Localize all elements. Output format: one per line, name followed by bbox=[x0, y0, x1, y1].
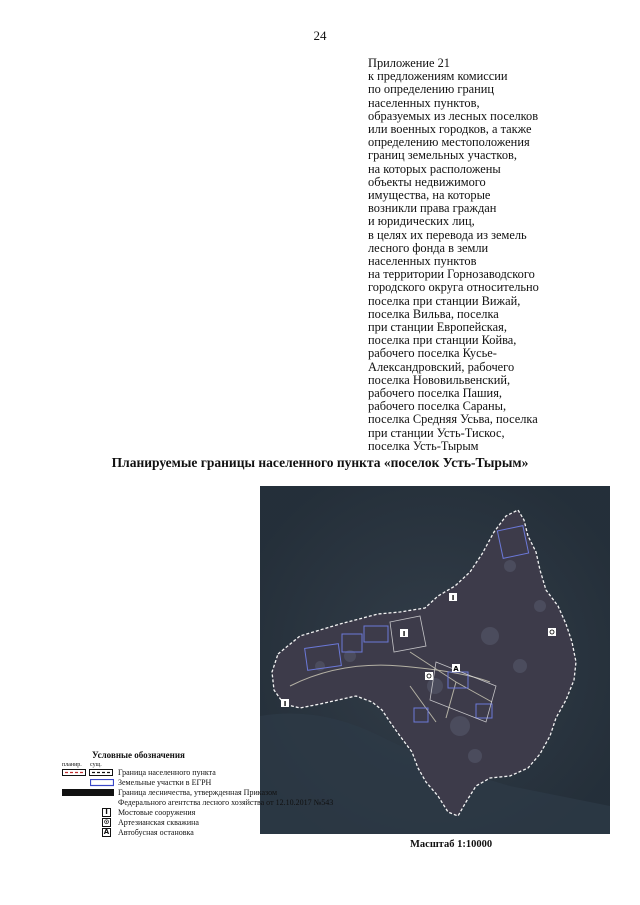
legend-existing-label: сущ. bbox=[90, 762, 102, 768]
map-drawing bbox=[260, 486, 610, 834]
appendix-line: при станции Европейская, bbox=[368, 320, 507, 335]
boundary-symbol bbox=[62, 769, 114, 777]
appendix-line: Приложение 21 bbox=[368, 56, 450, 70]
appendix-line: поселка Усть-Тырым bbox=[368, 438, 479, 453]
appendix-line: и юридических лиц, bbox=[368, 214, 475, 229]
legend-label: Федерального агентства лесного хозяйства от 12.10.2017 №543 bbox=[118, 798, 334, 807]
well-icon: ⊙ bbox=[103, 818, 110, 826]
appendix-line: населенных пунктов bbox=[368, 254, 477, 269]
appendix-line: поселка Средняя Усьва, поселка bbox=[368, 412, 538, 427]
appendix-line: поселка при станции Койва, bbox=[368, 333, 517, 348]
bridge-icon: I bbox=[102, 808, 111, 817]
appendix-line: в целях их перевода из земель bbox=[368, 227, 527, 242]
appendix-line: возникли права граждан bbox=[368, 201, 497, 216]
appendix-line: рабочего поселка Сараны, bbox=[368, 399, 507, 414]
map-scale: Масштаб 1:10000 bbox=[410, 839, 493, 850]
svg-text:I: I bbox=[451, 594, 455, 602]
appendix-line: имущества, на которые bbox=[368, 188, 491, 203]
bus-stop-icon: A bbox=[103, 828, 110, 836]
appendix-line: рабочего поселка Кусье- bbox=[368, 346, 497, 361]
appendix-line: на которых расположены bbox=[368, 161, 501, 176]
legend-label: Мостовые сооружения bbox=[118, 808, 196, 817]
appendix-line: поселка Вильва, поселка bbox=[368, 306, 499, 321]
appendix-line: по определению границ bbox=[368, 82, 495, 97]
appendix-line: при станции Усть-Тискос, bbox=[368, 425, 505, 440]
well-marker bbox=[548, 628, 556, 636]
appendix-line: поселка Нововильвенский, bbox=[368, 372, 511, 387]
appendix-line: городского округа относительно bbox=[368, 280, 539, 295]
appendix-line: лесного фонда в земли bbox=[368, 240, 489, 255]
appendix-line: к предложениям комиссии bbox=[368, 69, 508, 84]
bridge-marker bbox=[400, 629, 408, 638]
bridge-marker bbox=[281, 699, 289, 708]
appendix-line: образуемых из лесных поселков bbox=[368, 108, 539, 123]
appendix-line: рабочего поселка Пашия, bbox=[368, 386, 502, 401]
svg-text:I: I bbox=[402, 630, 406, 638]
well-marker bbox=[425, 672, 433, 680]
svg-text:I: I bbox=[283, 700, 287, 708]
page-number: 24 bbox=[313, 28, 327, 43]
parcel-symbol bbox=[90, 779, 114, 787]
appendix-line: Александровский, рабочего bbox=[368, 359, 515, 374]
appendix-line: границ земельных участков, bbox=[368, 148, 517, 163]
appendix-line: населенных пунктов, bbox=[368, 95, 480, 110]
appendix-line: или военных городков, а также bbox=[368, 122, 532, 137]
bus-stop-marker bbox=[452, 664, 460, 673]
svg-text:A: A bbox=[453, 665, 459, 673]
appendix-line: объекты недвижимого bbox=[368, 174, 486, 189]
legend-label: Артезианская скважина bbox=[118, 818, 199, 827]
appendix-note bbox=[368, 57, 618, 453]
map-title: Планируемые границы населенного пункта «поселок Усть-Тырым» bbox=[111, 455, 529, 470]
appendix-line: поселка при станции Вижай, bbox=[368, 293, 521, 308]
legend-label: Граница лесничества, утвержденная Приказом bbox=[118, 788, 278, 797]
legend-label: Автобусная остановка bbox=[118, 828, 194, 837]
appendix-line: определению местоположения bbox=[368, 135, 530, 150]
bridge-marker bbox=[449, 593, 457, 602]
legend-title: Условные обозначения bbox=[92, 750, 185, 760]
legend-label: Земельные участки в ЕГРН bbox=[118, 778, 212, 787]
appendix-line: на территории Горнозаводского bbox=[368, 267, 535, 282]
legend-label: Граница населенного пункта bbox=[118, 768, 216, 777]
satellite-map bbox=[260, 486, 610, 834]
legend-planned-label: планир. bbox=[62, 762, 82, 768]
forestry-symbol bbox=[62, 789, 114, 797]
